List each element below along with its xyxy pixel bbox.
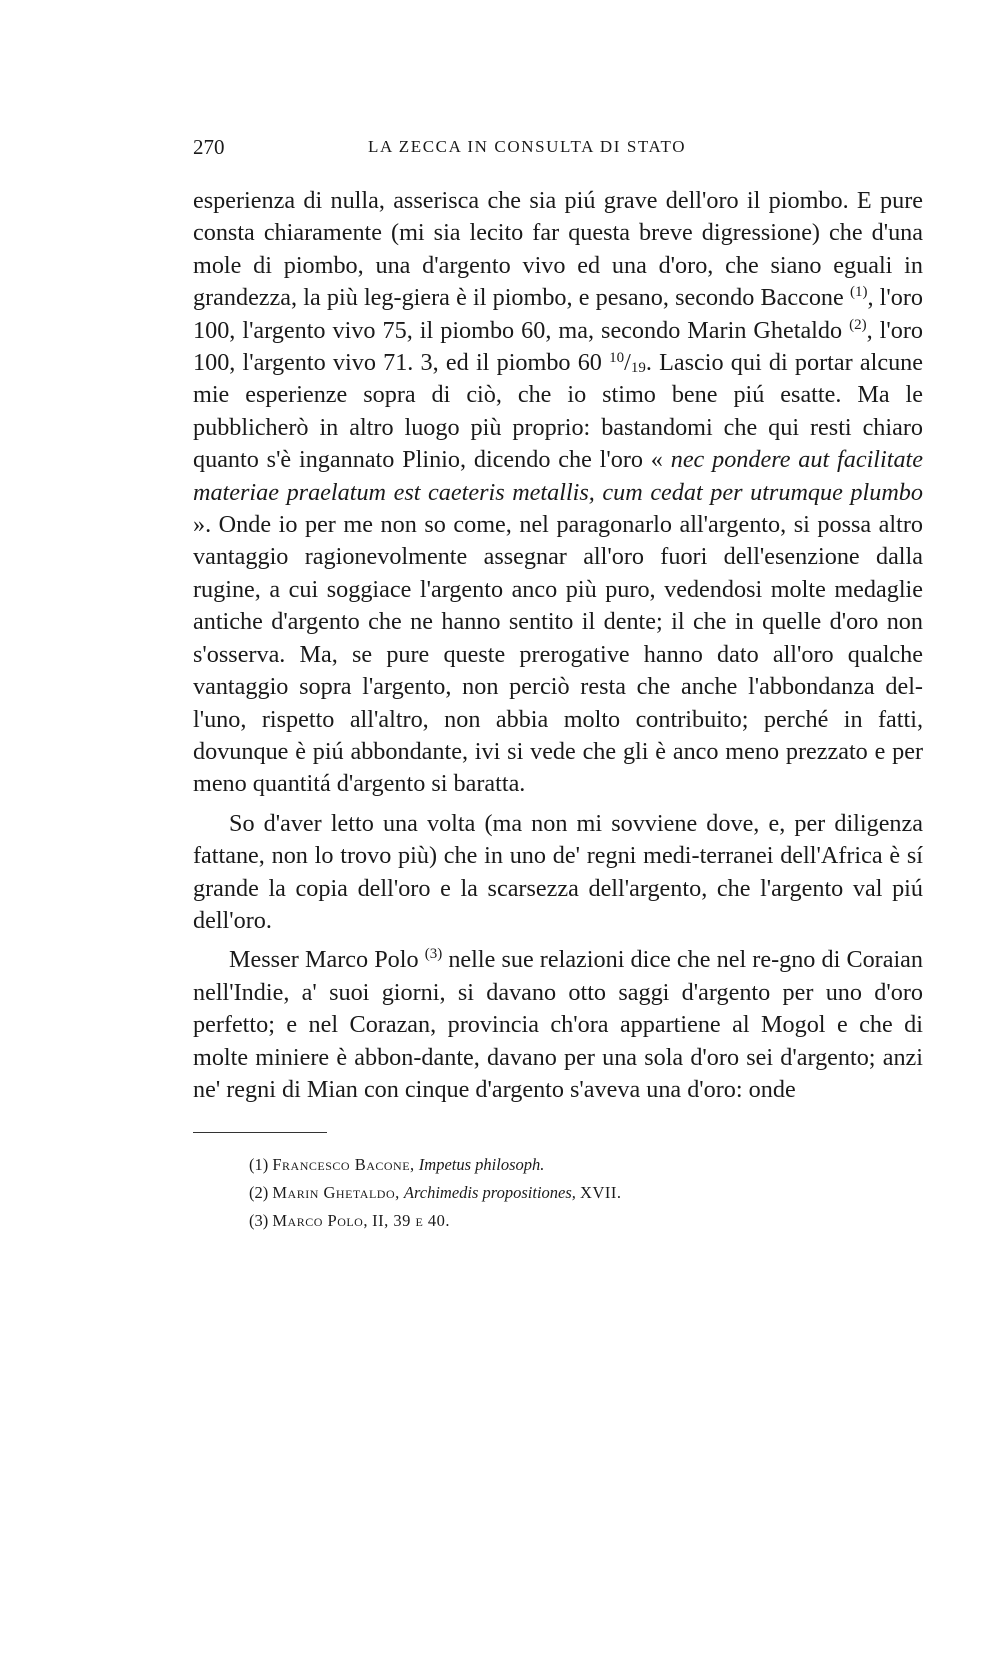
text-run: , l'oro 100, l'argento vivo 71. 3, ed il piombo 60 bbox=[193, 316, 923, 377]
footnote-number: (1) bbox=[249, 1155, 269, 1175]
footnote-author: Marin Ghetaldo, bbox=[272, 1183, 400, 1203]
fraction-numerator: 10 bbox=[609, 350, 625, 367]
fraction-denominator: 19 bbox=[630, 360, 646, 377]
text-run: esperienza di nulla, asserisca che sia piú grave dell'oro il piombo. E pure consta chiaramente (mi sia lecito far questa breve digressione) che d'una mole di piombo, una d'argento vivo ed una d'oro, che siano eguali in grandezza, la più leg-giera è il piombo, e pesano, secondo Baccone bbox=[193, 187, 923, 312]
footnote-detail: II, 39 e 40. bbox=[372, 1211, 451, 1231]
paragraph-1 bbox=[193, 185, 923, 801]
pliny-quote: nec pondere aut facilitate materiae praelatum est caeteris metallis, cum cedat per utrumque plumbo bbox=[193, 446, 924, 506]
page-header bbox=[193, 135, 923, 165]
paragraph-3 bbox=[193, 944, 923, 1106]
text-run: , l'oro 100, l'argento vivo 75, il piombo 60, ma, secondo Marin Ghetaldo bbox=[193, 284, 923, 344]
footnote-ref-1: (1) bbox=[849, 284, 868, 301]
footnote-2 bbox=[249, 1179, 923, 1207]
text-run: nelle sue relazioni dice che nel re-gno di Coraian nell'Indie, a' suoi giorni, si davano otto saggi d'argento per uno d'oro perfetto; e nel Corazan, provincia ch'ora appartiene al Mogol e che di molte miniere è abbon-dante, davano per una sola d'oro sei d'argento; anzi ne' regni di Mian con cinque d'argento s'aveva una d'oro: onde bbox=[193, 946, 924, 1103]
page-number: 270 bbox=[193, 135, 225, 159]
footnotes bbox=[249, 1151, 923, 1235]
footnote-title: Impetus philosoph. bbox=[418, 1155, 545, 1175]
running-head: LA ZECCA IN CONSULTA DI STATO bbox=[368, 137, 687, 156]
footnote-number: (3) bbox=[249, 1211, 269, 1231]
footnote-title: Archimedis propositiones, bbox=[403, 1183, 576, 1203]
footnote-3 bbox=[249, 1207, 923, 1235]
text-run: ». Onde io per me non so come, nel paragonarlo all'argento, si possa altro vantaggio ragionevolmente assegnar all'oro fuori dell'esenzione dalla rugine, a cui soggiace l'argento anco più puro, vedendosi molte medaglie antiche d'argento che ne hanno sentito il dente; il che in quelle d'oro non s'osserva. Ma, se pure queste prerogative hanno dato all'oro qualche vantaggio sopra l'argento, non perciò resta che anche l'abbondanza del-l'uno, rispetto all'altro, non abbia molto contribuito; perché in fatti, dovunque è piú abbondante, ivi si vede che gli è anco meno prezzato e per meno quantitá d'argento si baratta. bbox=[193, 511, 923, 798]
book-page bbox=[193, 135, 923, 1235]
footnote-author: Marco Polo, bbox=[272, 1211, 368, 1231]
text-run: Messer Marco Polo bbox=[229, 946, 419, 974]
footnote-divider bbox=[193, 1132, 327, 1133]
footnote-number: (2) bbox=[249, 1183, 269, 1203]
footnote-author: Francesco Bacone, bbox=[272, 1155, 415, 1175]
paragraph-2: So d'aver letto una volta (ma non mi sovviene dove, e, per diligenza fattane, non lo trovo più) che in uno de' regni medi-terranei dell'Africa è sí grande la copia dell'oro e la scarsezza dell'argento, che l'argento val piú dell'oro. bbox=[193, 809, 923, 934]
fraction: $^{10}/_{19}$ bbox=[609, 349, 646, 377]
footnote-detail: XVII. bbox=[580, 1183, 622, 1203]
body-text bbox=[193, 185, 923, 1106]
footnote-ref-3: (3) bbox=[424, 946, 443, 963]
text-run: . Lascio qui di portar alcune mie esperienze sopra di ciò, che io stimo bene piú esatte. Ma le pubblicherò in altro luogo più proprio: bastandomi che qui resti chiaro quanto s'è ingannato Plinio, dicendo che l'oro « bbox=[193, 349, 924, 474]
footnote-ref-2: (2) bbox=[849, 316, 867, 333]
footnote-1 bbox=[249, 1151, 923, 1179]
